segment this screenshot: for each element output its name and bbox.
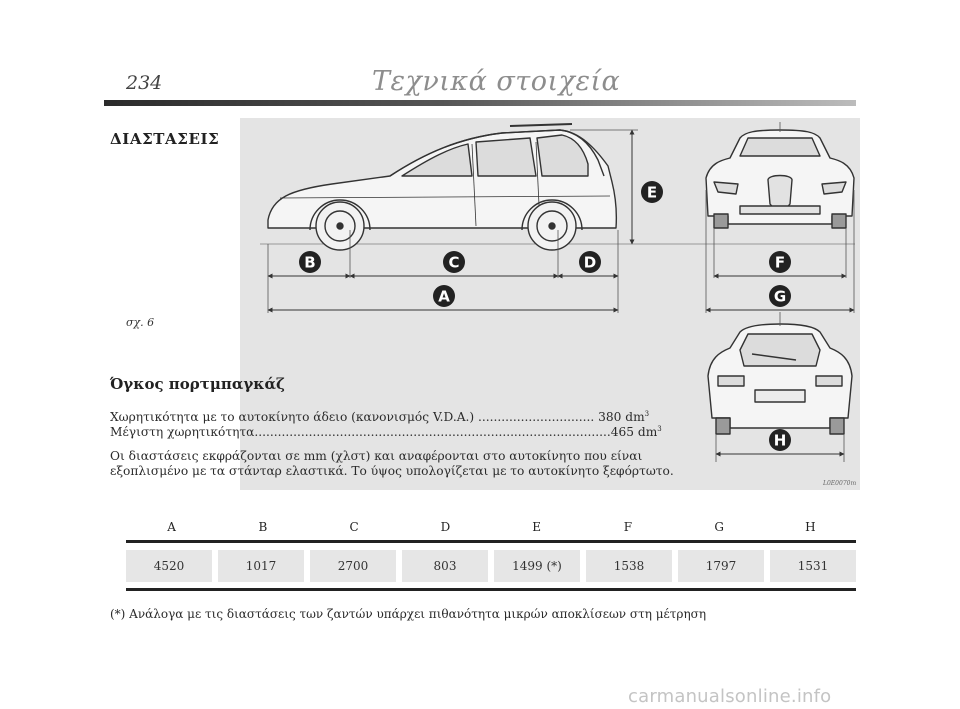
figure-code: L0E0070m [823, 480, 857, 487]
table-value-cell: 1531 [770, 550, 856, 582]
car-front-view [706, 130, 854, 228]
dimension-badge-b [299, 251, 321, 273]
dimensions-table [126, 520, 856, 591]
trunk-capacity-value: 380 dm [598, 410, 645, 425]
table-value-cell: 1797 [678, 550, 764, 582]
dimension-label-h: H [773, 431, 787, 450]
rear-wheel [528, 202, 576, 250]
table-header-cell: A [167, 520, 176, 534]
table-header-cell: H [805, 520, 816, 534]
trunk-capacity-label: Χωρητικότητα με το αυτοκίνητο άδειο (κανονισμός V.D.A.) .............................. [110, 410, 595, 425]
page-title: Τεχνικά στοιχεία [372, 66, 621, 97]
car-rear-view [708, 324, 852, 434]
table-value-cell: 1538 [586, 550, 672, 582]
dimension-badge-d [579, 251, 601, 273]
table-value-cell: 803 [402, 550, 488, 582]
trunk-max-capacity-line [110, 422, 662, 440]
dimension-badge-h [769, 429, 791, 451]
trunk-max-capacity-value: 465 dm [610, 425, 658, 440]
table-header-cell: G [714, 520, 724, 534]
dimension-label-f: F [774, 253, 786, 272]
dimensions-note-line-2: εξοπλισμένο με τα στάνταρ ελαστικά. Το ύψος υπολογίζεται με το αυτοκίνητο ξεφόρτωτο. [110, 464, 674, 478]
watermark: carmanualsonline.info [628, 686, 832, 707]
dimension-label-d: D [583, 253, 597, 272]
table-value-cell: 1499 (*) [494, 550, 580, 582]
header-rule [104, 100, 856, 106]
unit-exponent: 3 [657, 425, 662, 433]
table-header-row [126, 520, 856, 543]
dimension-badge-g [769, 285, 791, 307]
dimension-label-e: E [646, 183, 658, 202]
table-header-cell: F [623, 520, 633, 534]
table-value-row [126, 543, 856, 591]
dimensions-note-line-1: Οι διαστάσεις εκφράζονται σε mm (χλστ) και αναφέρονται στο αυτοκίνητο που είναι [110, 449, 643, 463]
table-header-cell: D [440, 520, 451, 534]
table-header-cell: C [349, 520, 359, 534]
table-value-cell: 2700 [310, 550, 396, 582]
figure-caption: σχ. 6 [126, 316, 155, 329]
dimension-badge-e [641, 181, 663, 203]
front-wheel [316, 202, 364, 250]
page-number: 234 [126, 72, 163, 94]
dimension-label-g: G [773, 287, 787, 306]
footnote: (*) Ανάλογα με τις διαστάσεις των ζαντών υπάρχει πιθανότητα μικρών αποκλίσεων στη μέτρηση [110, 607, 707, 621]
dimension-badge-c [443, 251, 465, 273]
dimension-label-b: B [304, 253, 316, 272]
table-value-cell: 4520 [126, 550, 212, 582]
dimension-label-a: A [438, 287, 450, 306]
table-value-cell: 1017 [218, 550, 304, 582]
dimension-badge-f [769, 251, 791, 273]
dimension-badge-a [433, 285, 455, 307]
trunk-volume-title: Όγκος πορτμπαγκάζ [110, 375, 285, 393]
table-header-cell: E [532, 520, 541, 534]
dimension-label-c: C [448, 253, 460, 272]
section-title: ΔΙΑΣΤΑΣΕΙΣ [110, 130, 220, 148]
unit-exponent: 3 [644, 410, 650, 418]
trunk-max-capacity-label: Μέγιστη χωρητικότητα............................................................................................ [110, 425, 611, 440]
table-header-cell: B [258, 520, 268, 534]
